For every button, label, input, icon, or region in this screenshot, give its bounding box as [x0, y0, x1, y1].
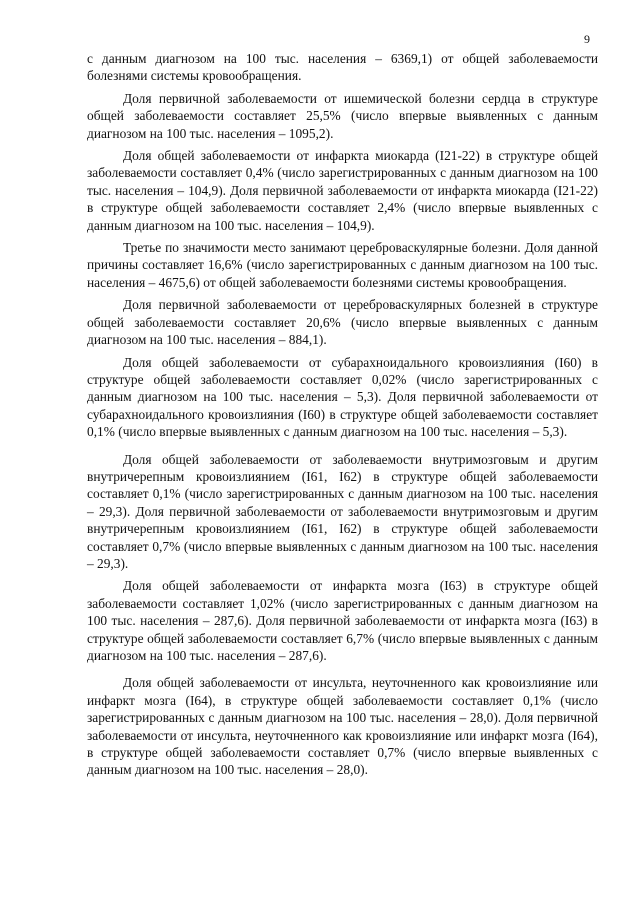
paragraph-cerebrovascular-primary: Доля первичной заболеваемости от цереброваскулярных болезней в структуре общей заболеваемости составляет 20,6% (число впервые выявленных с данным диагнозом на 100 тыс. населения – 884,1). — [87, 297, 598, 348]
paragraph-subarachnoid-hemorrhage: Доля общей заболеваемости от субарахноидального кровоизлияния (I60) в структуре общей заболеваемости составляет 0,02% (число зарегистрированных с данным диагнозом на 100 тыс. населения – 5,3). Доля первичной заболеваемости от субарахноидального кровоизлияния (I60) в структуре общей заболеваемости составляет 0,1% (число впервые выявленных с данным диагнозом на 100 тыс. населения – 5,3). — [87, 354, 598, 440]
paragraph-myocardial-infarction: Доля общей заболеваемости от инфаркта миокарда (I21-22) в структуре общей заболеваемости составляет 0,4% (число зарегистрированных с данным диагнозом на 100 тыс. населения – 104,9). Доля первичной заболеваемости от инфаркта миокарда (I21-22) в структуре общей заболеваемости составляет 2,4% (число впервые выявленных с данным диагнозом на 100 тыс. населения – 104,9). — [87, 148, 598, 233]
paragraph-ihd-primary: Доля первичной заболеваемости от ишемической болезни сердца в структуре общей заболеваемости составляет 25,5% (число впервые выявленных с данным диагнозом на 100 тыс. населения – 1095,2). — [87, 90, 598, 141]
paragraph-continuation: с данным диагнозом на 100 тыс. населения – 6369,1) от общей заболеваемости болезнями системы кровообращения. — [87, 51, 598, 84]
document-body — [87, 50, 598, 779]
paragraph-cerebrovascular-total: Третье по значимости место занимают цереброваскулярные болезни. Доля данной причины составляет 16,6% (число зарегистрированных с данным диагнозом на 100 тыс. населения – 4675,6) от общей заболеваемости болезнями системы кровообращения. — [87, 240, 598, 290]
paragraph-cerebral-infarction: Доля общей заболеваемости от инфаркта мозга (I63) в структуре общей заболеваемости составляет 1,02% (число зарегистрированных с данным диагнозом на 100 тыс. населения – 287,6). Доля первичной заболеваемости от инфаркта мозга (I63) в структуре общей заболеваемости составляет 6,7% (число впервые выявленных с данным диагнозом на 100 тыс. населения – 287,6). — [87, 578, 598, 663]
page-number: 9 — [584, 32, 590, 46]
paragraph-stroke-unspecified: Доля общей заболеваемости от инсульта, неуточненного как кровоизлияние или инфаркт мозга (I64), в структуре общей заболеваемости составляет 0,1% (число зарегистрированных с данным диагнозом на 100 тыс. населения – 28,0). Доля первичной заболеваемости от инсульта, неуточненного как кровоизлияние или инфаркт мозга (I64), в структуре общей заболеваемости составляет 0,7% (число впервые выявленных с данным диагнозом на 100 тыс. населения – 28,0). — [87, 675, 598, 778]
paragraph-intracerebral-hemorrhage: Доля общей заболеваемости от заболеваемости внутримозговым и другим внутричерепным кровоизлиянием (I61, I62) в структуре общей заболеваемости составляет 0,1% (число зарегистрированных с данным диагнозом на 100 тыс. населения – 29,3). Доля первичной заболеваемости от заболеваемости внутримозговым и другим внутричерепным кровоизлиянием (I61, I62) в структуре общей заболеваемости составляет 0,7% (число впервые выявленных с данным диагнозом на 100 тыс. населения – 29,3). — [87, 451, 598, 571]
